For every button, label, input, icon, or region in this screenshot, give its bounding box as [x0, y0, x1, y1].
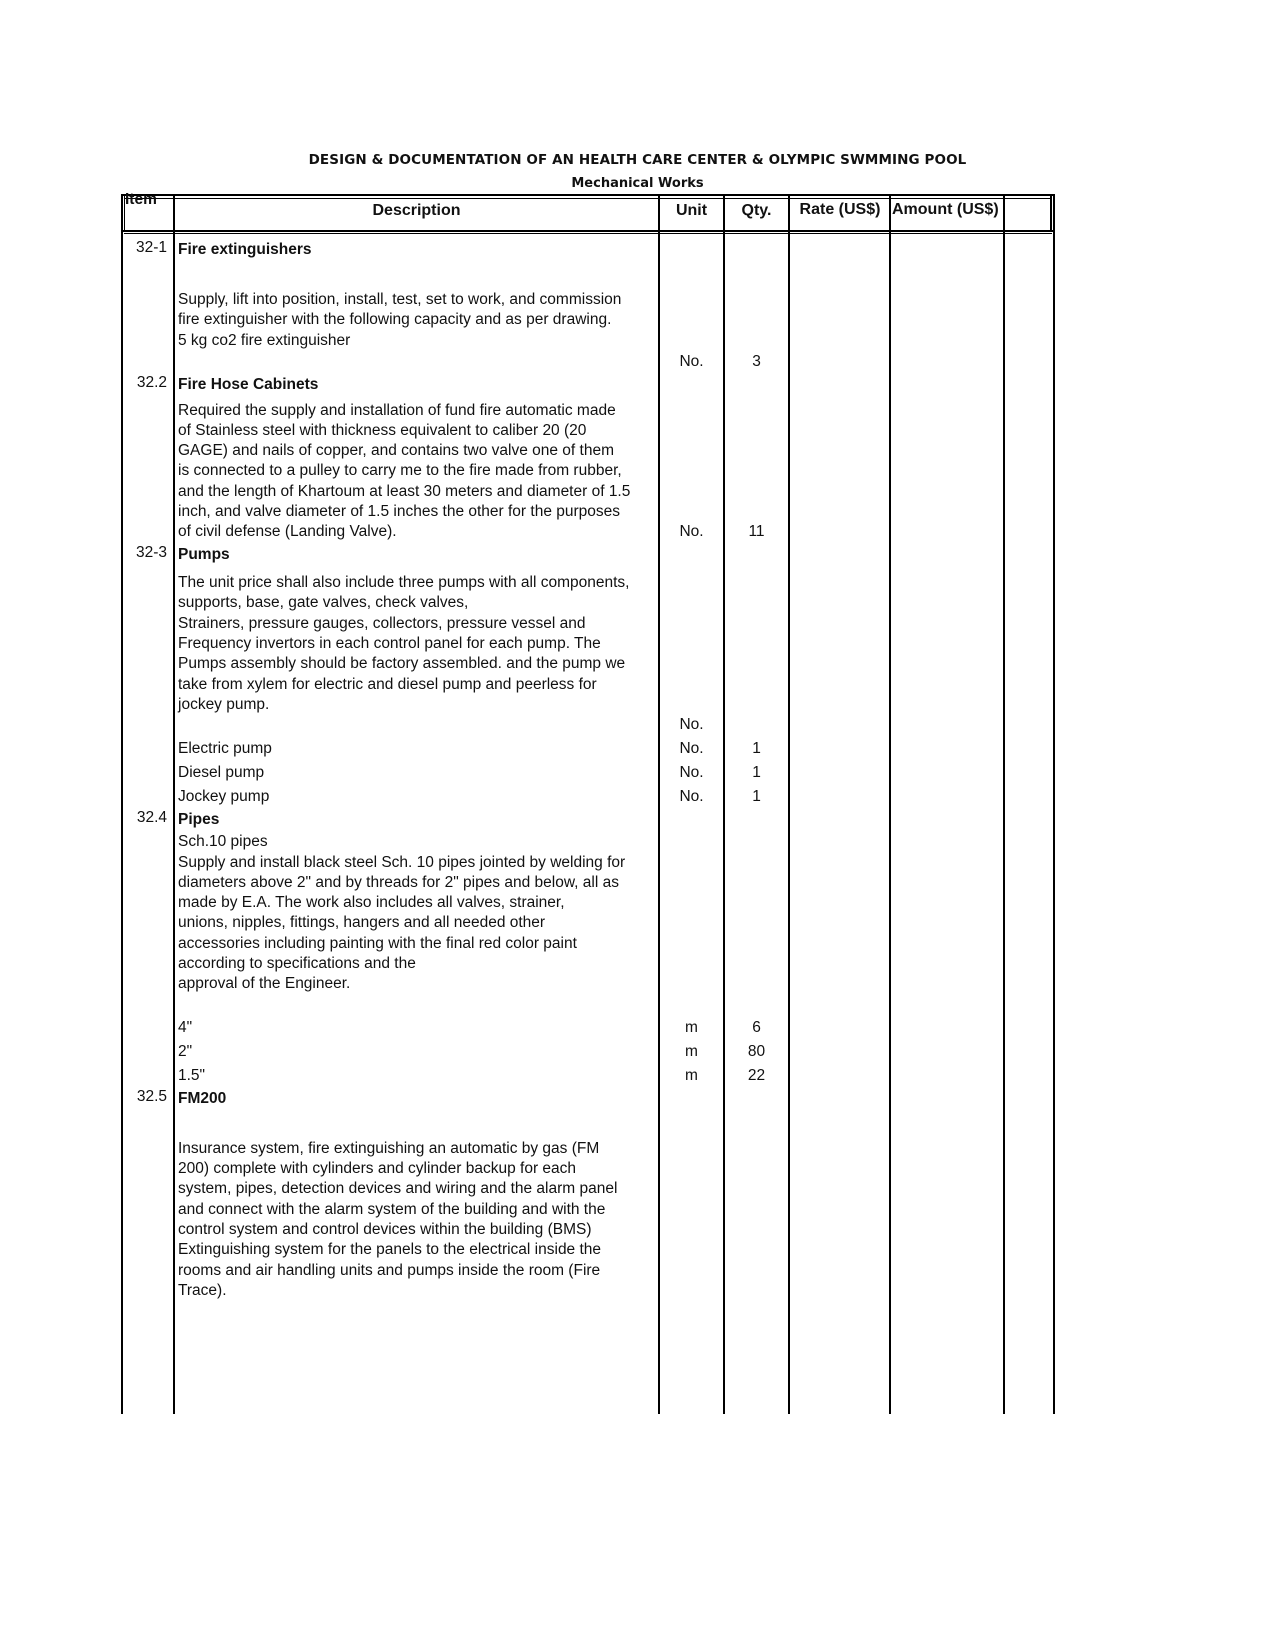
description-line: unions, nipples, fittings, hangers and all needed other	[178, 914, 546, 931]
description-line: is connected to a pulley to carry me to the fire made from rubber,	[178, 462, 622, 479]
bill-of-quantities-table	[121, 191, 1060, 1414]
qty-value: 1	[752, 764, 761, 781]
description-line: accessories including painting with the final red color paint	[178, 935, 577, 952]
header-item: Item	[125, 191, 157, 208]
description-line: Insurance system, fire extinguishing an automatic by gas (FM	[178, 1140, 600, 1157]
unit-value: No.	[679, 764, 704, 781]
unit-value: m	[685, 1067, 698, 1084]
header-bottom-rule	[121, 230, 1055, 232]
line-item-label: 1.5"	[178, 1067, 206, 1084]
item-number: 32-1	[135, 239, 167, 256]
table-top-rule	[121, 194, 1055, 196]
qty-value: 6	[752, 1019, 761, 1036]
description-line: made by E.A. The work also includes all valves, strainer,	[178, 894, 565, 911]
unit-value: No.	[679, 716, 704, 733]
header-description: Description	[372, 202, 461, 219]
qty-value: 1	[752, 740, 761, 757]
document-subtitle: Mechanical Works	[571, 176, 704, 191]
description-line: take from xylem for electric and diesel pump and peerless for	[178, 676, 597, 693]
col-rule-right-inner	[1050, 194, 1052, 232]
section-heading: FM200	[178, 1090, 227, 1107]
col-rule-amount	[1003, 194, 1005, 1414]
line-item-label: 2"	[178, 1043, 193, 1060]
description-line: Frequency invertors in each control panel for each pump. The	[178, 635, 601, 652]
description-line: Extinguishing system for the panels to the electrical inside the	[178, 1241, 602, 1258]
qty-value: 80	[747, 1043, 766, 1060]
description-line: GAGE) and nails of copper, and contains two valve one of them	[178, 442, 614, 459]
section-subheading: Sch.10 pipes	[178, 833, 268, 850]
description-line: of civil defense (Landing Valve).	[178, 523, 397, 540]
col-rule-item	[173, 194, 175, 1414]
description-line: and connect with the alarm system of the building and with the	[178, 1201, 606, 1218]
description-line: fire extinguisher with the following capacity and as per drawing.	[178, 311, 612, 328]
section-heading: Pumps	[178, 546, 230, 563]
line-item-label: Jockey pump	[178, 788, 270, 805]
table-top-inner-rule	[124, 198, 1052, 199]
section-heading: Fire Hose Cabinets	[178, 376, 319, 393]
qty-value: 11	[748, 523, 765, 540]
section-heading: Fire extinguishers	[178, 241, 312, 258]
header-rate: Rate (US$)	[799, 201, 881, 218]
header-bottom-inner-rule	[124, 233, 1052, 234]
unit-value: No.	[679, 788, 704, 805]
line-item-label: Diesel pump	[178, 764, 265, 781]
description-line: system, pipes, detection devices and wiring and the alarm panel	[178, 1180, 618, 1197]
qty-value: 1	[752, 788, 761, 805]
item-number: 32.5	[136, 1088, 167, 1105]
section-heading: Pipes	[178, 811, 220, 828]
col-rule-qty	[788, 194, 790, 1414]
header-amount: Amount (US$)	[892, 201, 999, 218]
description-line: Pumps assembly should be factory assembled. and the pump we	[178, 655, 626, 672]
item-number: 32-3	[135, 544, 167, 561]
description-line: rooms and air handling units and pumps inside the room (Fire	[178, 1262, 601, 1279]
description-line: control system and control devices within the building (BMS)	[178, 1221, 592, 1238]
item-number: 32.4	[136, 809, 167, 826]
description-line: Required the supply and installation of fund fire automatic made	[178, 402, 616, 419]
unit-value: m	[685, 1043, 698, 1060]
unit-value: No.	[679, 740, 704, 757]
description-line: of Stainless steel with thickness equivalent to caliber 20 (20	[178, 422, 587, 439]
header-unit: Unit	[675, 202, 708, 219]
description-line: Supply, lift into position, install, test, set to work, and commission	[178, 291, 622, 308]
description-line: jockey pump.	[178, 696, 270, 713]
description-line: supports, base, gate valves, check valves,	[178, 594, 469, 611]
document-title: DESIGN & DOCUMENTATION OF AN HEALTH CARE CENTER & OLYMPIC SWMMING POOL	[308, 152, 967, 168]
description-line: 200) complete with cylinders and cylinder backup for each	[178, 1160, 577, 1177]
col-rule-right	[1053, 194, 1055, 1414]
unit-value: No.	[679, 353, 704, 370]
line-item-label: Electric pump	[178, 740, 272, 757]
description-line: Trace).	[178, 1282, 227, 1299]
unit-value: m	[685, 1019, 698, 1036]
description-line: diameters above 2" and by threads for 2" pipes and below, all as	[178, 874, 619, 891]
description-line: and the length of Khartoum at least 30 meters and diameter of 1.5	[178, 483, 631, 500]
line-item-label: 4"	[178, 1019, 193, 1036]
description-line: inch, and valve diameter of 1.5 inches the other for the purposes	[178, 503, 621, 520]
col-rule-rate	[889, 194, 891, 1414]
qty-value: 3	[752, 353, 761, 370]
description-line: 5 kg co2 fire extinguisher	[178, 332, 351, 349]
description-line: approval of the Engineer.	[178, 975, 351, 992]
description-line: Strainers, pressure gauges, collectors, pressure vessel and	[178, 615, 586, 632]
description-line: Supply and install black steel Sch. 10 pipes jointed by welding for	[178, 854, 626, 871]
qty-value: 22	[747, 1067, 766, 1084]
description-line: The unit price shall also include three pumps with all components,	[178, 574, 630, 591]
item-number: 32.2	[136, 374, 167, 391]
header-qty: Qty.	[741, 202, 772, 219]
description-line: according to specifications and the	[178, 955, 416, 972]
unit-value: No.	[679, 523, 704, 540]
